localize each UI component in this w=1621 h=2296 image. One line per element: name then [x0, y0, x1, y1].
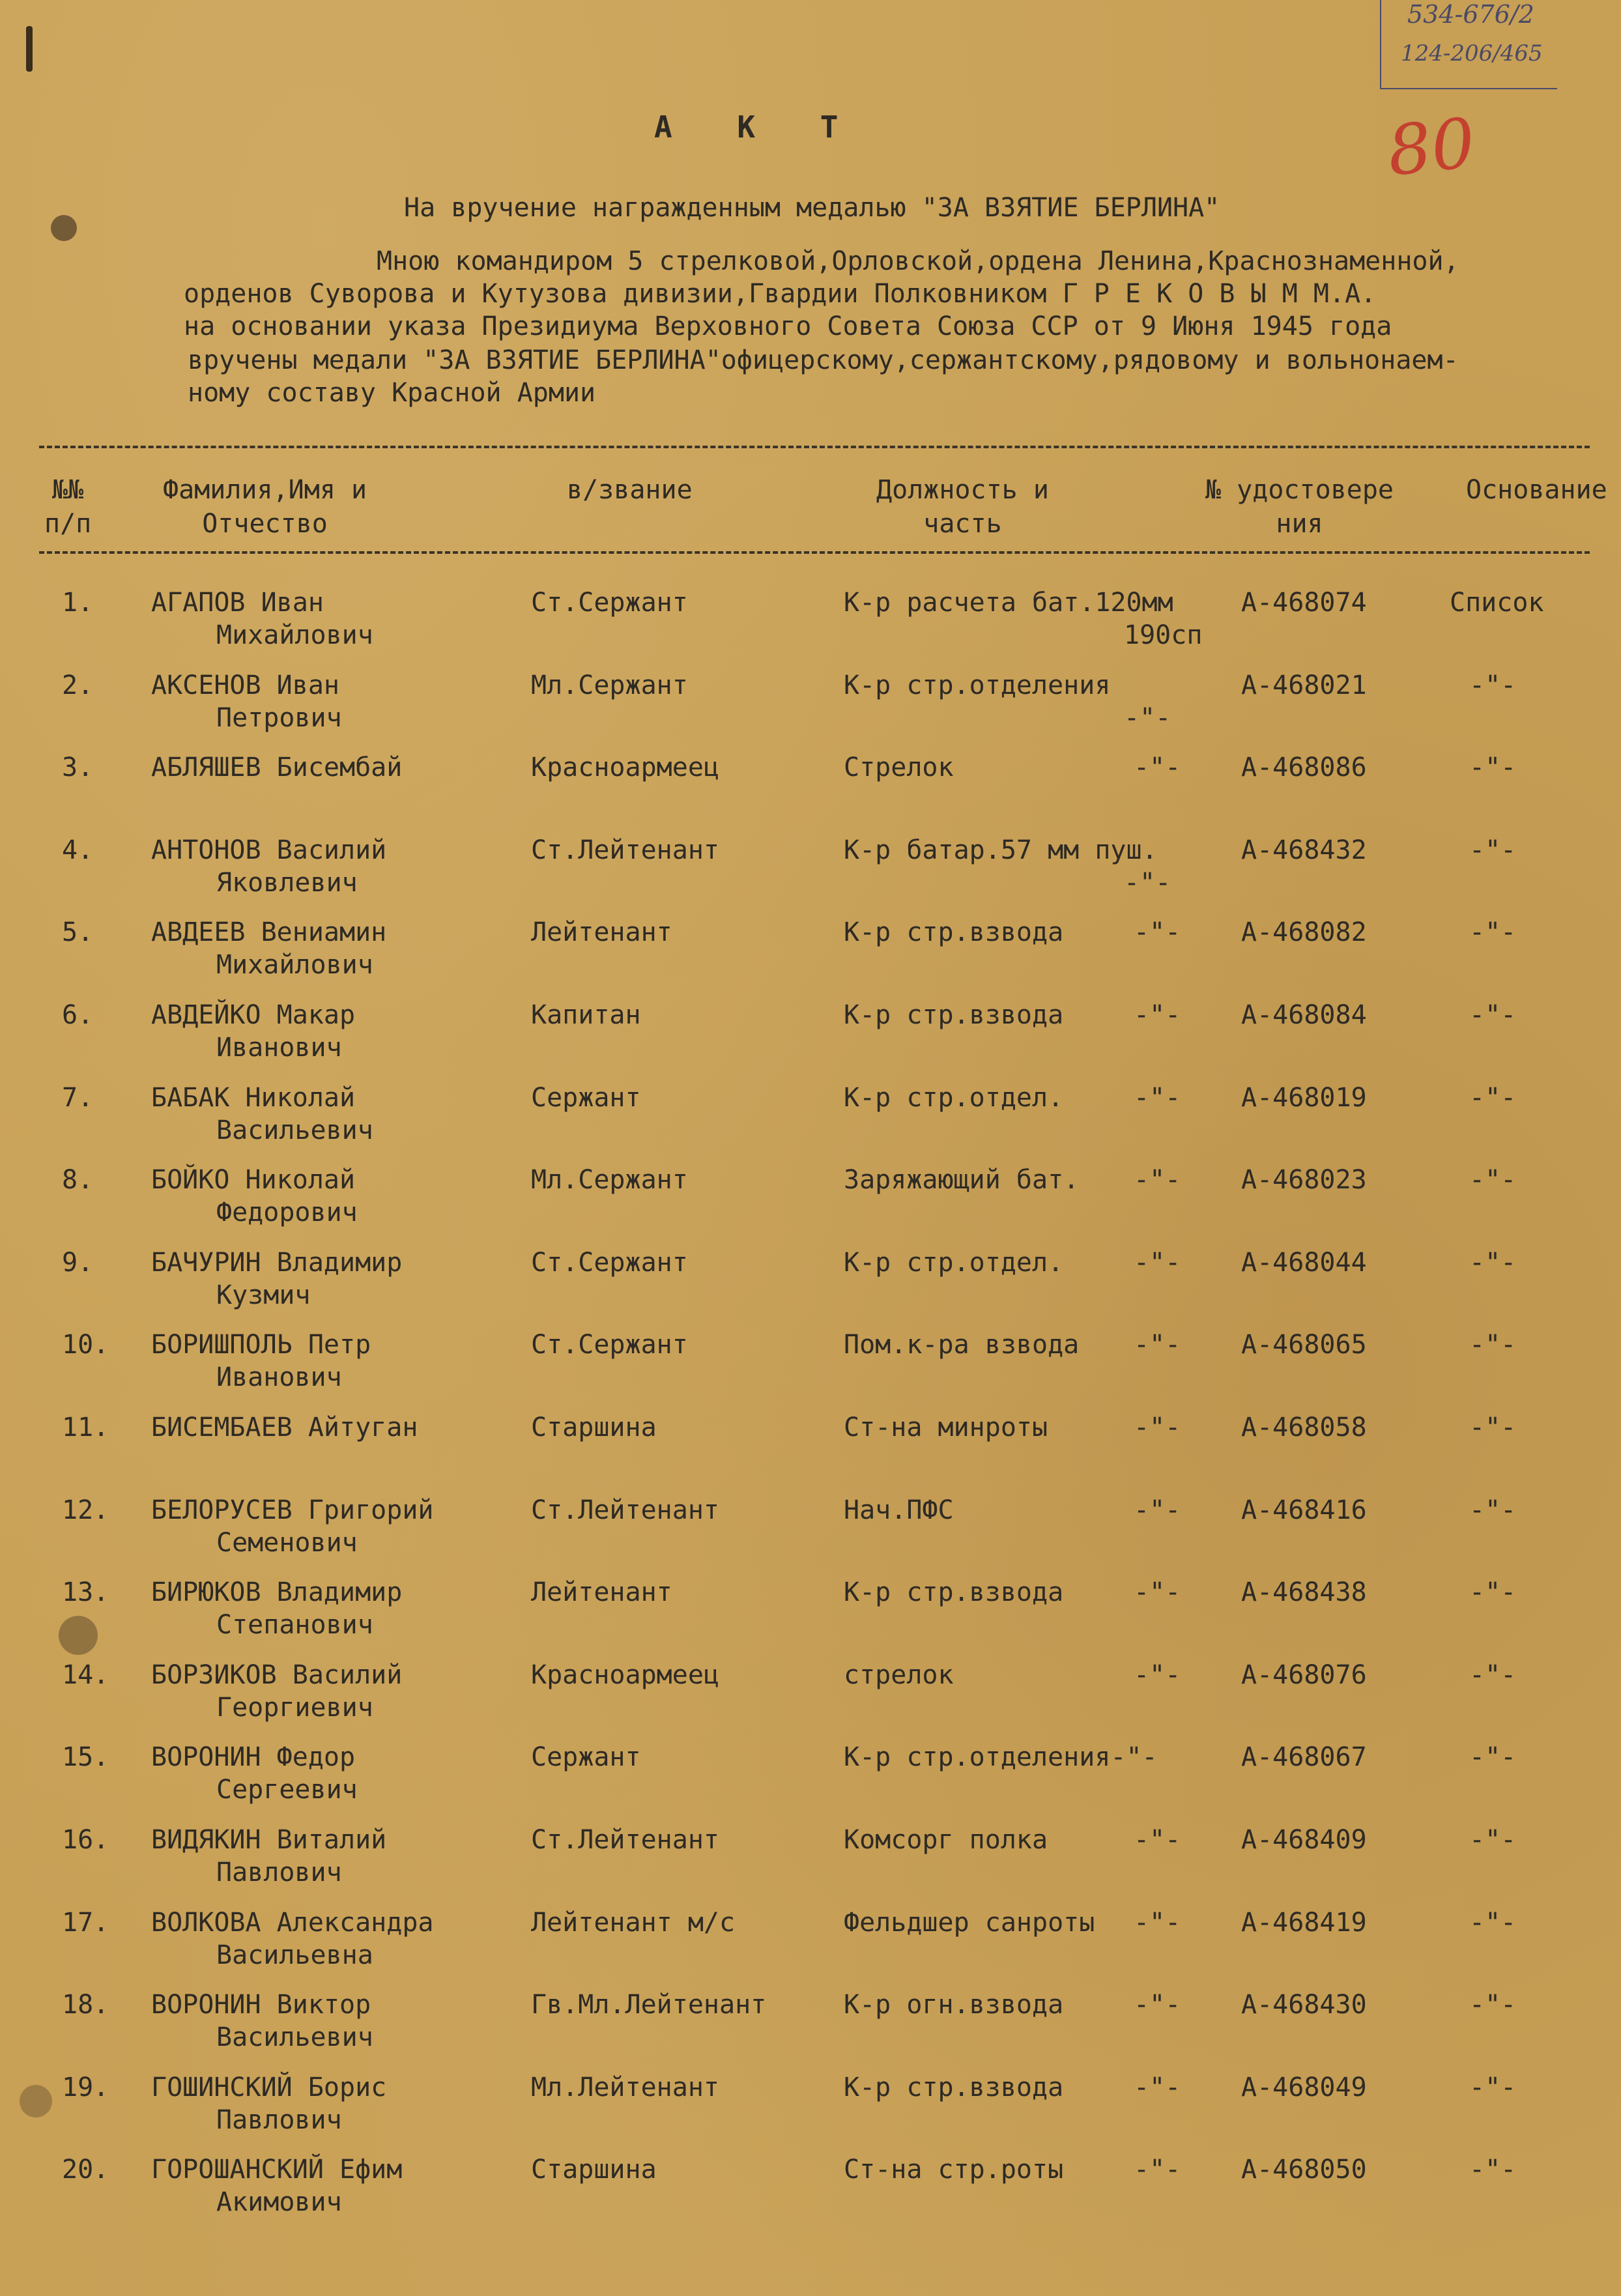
table-row [0, 1576, 1621, 1658]
row-number: 4. [62, 835, 94, 865]
military-rank: Ст.Лейтенант [531, 1825, 719, 1855]
archive-ref-1: 534-676/2 [1407, 0, 1534, 29]
ditto-mark: -"- [1134, 1659, 1181, 1690]
certificate-number: А-468058 [1241, 1413, 1367, 1442]
patronymic: Васильевна [216, 1940, 373, 1970]
surname-first-name: БИСЕМБАЕВ Айтуган [151, 1413, 418, 1442]
military-rank: Сержант [531, 1082, 641, 1113]
certificate-number: А-468021 [1241, 670, 1367, 700]
ditto-mark: -"- [1134, 1577, 1181, 1608]
surname-first-name: ВОРОНИН Виктор [151, 1990, 371, 2020]
position: Пом.к-ра взвода [844, 1330, 1080, 1360]
row-number: 20. [62, 2155, 109, 2185]
row-number: 19. [62, 2072, 109, 2102]
paper-stain [51, 215, 77, 241]
patronymic: Георгиевич [216, 1692, 373, 1723]
position: Нач.ПФС [844, 1495, 954, 1525]
patronymic: Михайлович [216, 950, 373, 981]
certificate-number: А-468416 [1241, 1495, 1367, 1525]
certificate-number: А-468409 [1241, 1825, 1367, 1855]
military-rank: Лейтенант [531, 917, 672, 948]
surname-first-name: АГАПОВ Иван [151, 588, 324, 618]
military-rank: Старшина [531, 2155, 657, 2185]
patronymic: Павлович [216, 2104, 342, 2135]
basis: -"- [1469, 1330, 1517, 1360]
intro-line: орденов Суворова и Кутузова дивизии,Гвардии Полковником Г Р Е К О В Ы М М.А. [184, 279, 1377, 309]
table-row [0, 1988, 1621, 2071]
military-rank: Ст.Сержант [531, 1330, 688, 1360]
row-number: 5. [62, 917, 94, 948]
position: К-р стр.взвода [844, 917, 1064, 948]
patronymic: Акимович [216, 2187, 342, 2218]
table-row [0, 1494, 1621, 1576]
table-row [0, 2153, 1621, 2235]
position: К-р стр.взвода [844, 1577, 1064, 1608]
military-rank: Старшина [531, 1413, 657, 1442]
table-row [0, 1659, 1621, 1741]
certificate-number: А-468074 [1241, 588, 1367, 618]
table-row [0, 1906, 1621, 1988]
table-row [0, 1411, 1621, 1493]
patronymic: Павлович [216, 1858, 342, 1887]
table-row [0, 2071, 1621, 2153]
military-rank: Мл.Лейтенант [531, 2072, 719, 2102]
table-row [0, 1741, 1621, 1823]
certificate-number: А-468049 [1241, 2072, 1367, 2102]
table-row [0, 669, 1621, 751]
position: К-р огн.взвода [844, 1990, 1064, 2020]
row-number: 9. [62, 1247, 94, 1278]
position: К-р стр.отделения-"- [844, 1742, 1158, 1773]
table-row [0, 1246, 1621, 1328]
intro-line: на основании указа Президиума Верховного Совета Союза ССР от 9 Июня 1945 года [184, 311, 1392, 341]
row-number: 1. [62, 588, 94, 618]
ditto-mark: -"- [1134, 1907, 1181, 1938]
row-number: 7. [62, 1082, 94, 1113]
row-number: 17. [62, 1907, 109, 1938]
certificate-number: А-468023 [1241, 1165, 1367, 1196]
surname-first-name: БОЙКО Николай [151, 1165, 356, 1196]
surname-first-name: ГОРОШАНСКИЙ Ефим [151, 2155, 403, 2185]
basis: -"- [1469, 1990, 1517, 2020]
certificate-number: А-468432 [1241, 835, 1367, 865]
table-row [0, 1164, 1621, 1246]
patronymic: Иванович [216, 1362, 342, 1393]
military-rank: Ст.Лейтенант [531, 835, 719, 865]
row-number: 10. [62, 1330, 109, 1360]
ditto-mark: -"- [1134, 1495, 1181, 1525]
position: Ст-на стр.роты [844, 2155, 1064, 2185]
patronymic: Васильевич [216, 1115, 373, 1145]
basis: -"- [1469, 1165, 1517, 1196]
military-rank: Лейтенант м/с [531, 1907, 736, 1938]
certificate-number: А-468082 [1241, 917, 1367, 948]
header-certificate: № удостовере ния [1205, 475, 1394, 539]
table-row [0, 1082, 1621, 1164]
basis: -"- [1469, 1247, 1517, 1278]
table-row [0, 834, 1621, 916]
surname-first-name: БОРИШПОЛЬ Петр [151, 1330, 371, 1360]
row-number: 14. [62, 1659, 109, 1690]
surname-first-name: ГОШИНСКИЙ Борис [151, 2072, 387, 2102]
surname-first-name: БИРЮКОВ Владимир [151, 1577, 403, 1608]
military-rank: Ст.Сержант [531, 1247, 688, 1278]
patronymic: Петрович [216, 702, 342, 733]
surname-first-name: АВДЕЙКО Макар [151, 1000, 356, 1030]
surname-first-name: БАЧУРИН Владимир [151, 1247, 403, 1278]
header-basis: Основание [1466, 475, 1607, 505]
certificate-number: А-468067 [1241, 1742, 1367, 1773]
ditto-mark: -"- [1134, 1247, 1181, 1278]
patronymic: Кузмич [216, 1280, 311, 1310]
surname-first-name: БЕЛОРУСЕВ Григорий [151, 1495, 434, 1525]
header-rank: в/звание [567, 475, 693, 505]
surname-first-name: ВОЛКОВА Александра [151, 1907, 434, 1938]
position-continued: -"- [1124, 867, 1171, 898]
table-row [0, 586, 1621, 668]
ditto-mark: -"- [1134, 917, 1181, 948]
surname-first-name: ВИДЯКИН Виталий [151, 1825, 387, 1855]
position: К-р стр.отдел. [844, 1247, 1064, 1278]
certificate-number: А-468419 [1241, 1907, 1367, 1938]
surname-first-name: АКСЕНОВ Иван [151, 670, 339, 700]
position: К-р стр.отделения [844, 670, 1111, 700]
military-rank: Капитан [531, 1000, 641, 1030]
ditto-mark: -"- [1134, 1990, 1181, 2020]
patronymic: Михайлович [216, 620, 373, 650]
intro-line: ному составу Красной Армии [188, 378, 596, 408]
ditto-mark: -"- [1134, 1082, 1181, 1113]
basis: -"- [1469, 1082, 1517, 1113]
patronymic: Яковлевич [216, 867, 358, 898]
archive-ref-2: 124-206/465 [1401, 40, 1543, 66]
ditto-mark: -"- [1134, 1330, 1181, 1360]
position: К-р стр.взвода [844, 1000, 1064, 1030]
surname-first-name: ВОРОНИН Федор [151, 1742, 356, 1773]
military-rank: Ст.Сержант [531, 588, 688, 618]
position: Фельдшер санроты [844, 1907, 1095, 1938]
basis: -"- [1469, 2155, 1517, 2185]
intro-line: вручены медали "ЗА ВЗЯТИЕ БЕРЛИНА"офицерскому,сержантскому,рядовому и вольнонаем- [188, 345, 1459, 375]
basis: -"- [1469, 1000, 1517, 1030]
ditto-mark: -"- [1134, 2155, 1181, 2185]
table-row [0, 751, 1621, 833]
ditto-mark: -"- [1134, 753, 1181, 783]
surname-first-name: АВДЕЕВ Вениамин [151, 917, 387, 948]
position: К-р стр.взвода [844, 2072, 1064, 2102]
header-rule-top [39, 446, 1590, 456]
military-rank: Лейтенант [531, 1577, 672, 1608]
document-title: А К Т [654, 109, 862, 145]
military-rank: Красноармеец [531, 1659, 719, 1690]
patronymic: Федорович [216, 1198, 358, 1228]
certificate-number: А-468084 [1241, 1000, 1367, 1030]
table-row [0, 1328, 1621, 1411]
basis: -"- [1469, 1907, 1517, 1938]
military-rank: Мл.Сержант [531, 1165, 688, 1196]
ditto-mark: -"- [1134, 1413, 1181, 1442]
table-row [0, 999, 1621, 1081]
basis: -"- [1469, 753, 1517, 783]
patronymic: Сергеевич [216, 1775, 358, 1805]
intro-line: Мною командиром 5 стрелковой,Орловской,ордена Ленина,Краснознаменной, [377, 246, 1459, 276]
military-rank: Ст.Лейтенант [531, 1495, 719, 1525]
surname-first-name: БОРЗИКОВ Василий [151, 1659, 403, 1690]
header-name: Фамилия,Имя и Отчество [163, 475, 367, 539]
position: Стрелок [844, 753, 954, 783]
military-rank: Красноармеец [531, 753, 719, 783]
surname-first-name: АБЛЯШЕВ Бисембай [151, 753, 403, 783]
basis: -"- [1469, 917, 1517, 948]
position: К-р стр.отдел. [844, 1082, 1064, 1113]
row-number: 6. [62, 1000, 94, 1030]
position: стрелок [844, 1659, 954, 1690]
position: Комсорг полка [844, 1825, 1048, 1855]
ditto-mark: -"- [1134, 2072, 1181, 2102]
table-row [0, 916, 1621, 998]
basis: -"- [1469, 670, 1517, 700]
surname-first-name: АНТОНОВ Василий [151, 835, 387, 865]
basis: -"- [1469, 1742, 1517, 1773]
basis: -"- [1469, 1495, 1517, 1525]
certificate-number: А-468050 [1241, 2155, 1367, 2185]
certificate-number: А-468019 [1241, 1082, 1367, 1113]
row-number: 18. [62, 1990, 109, 2020]
position-continued: -"- [1124, 702, 1171, 733]
surname-first-name: БАБАК Николай [151, 1082, 356, 1113]
ditto-mark: -"- [1134, 1000, 1181, 1030]
military-rank: Мл.Сержант [531, 670, 688, 700]
header-position: Должность и часть [876, 475, 1049, 539]
military-rank: Сержант [531, 1742, 641, 1773]
basis: -"- [1469, 2072, 1517, 2102]
certificate-number: А-468076 [1241, 1659, 1367, 1690]
document-subtitle: На вручение награжденным медалью "ЗА ВЗЯТИЕ БЕРЛИНА" [404, 193, 1220, 223]
certificate-number: А-468044 [1241, 1247, 1367, 1278]
military-rank: Гв.Мл.Лейтенант [531, 1990, 767, 2020]
ditto-mark: -"- [1134, 1165, 1181, 1196]
row-number: 16. [62, 1825, 109, 1855]
patronymic: Степанович [216, 1610, 373, 1641]
header-rule-bottom [39, 551, 1590, 562]
position: К-р расчета бат.120мм [844, 588, 1173, 618]
certificate-number: А-468430 [1241, 1990, 1367, 2020]
paper-stain [26, 26, 33, 72]
position-continued: 190сп [1124, 620, 1203, 650]
row-number: 8. [62, 1165, 94, 1196]
header-num: №№ п/п [44, 475, 92, 539]
row-number: 15. [62, 1742, 109, 1773]
row-number: 13. [62, 1577, 109, 1608]
certificate-number: А-468438 [1241, 1577, 1367, 1608]
position: К-р батар.57 мм пуш. [844, 835, 1158, 865]
row-number: 3. [62, 753, 94, 783]
ditto-mark: -"- [1134, 1825, 1181, 1855]
page-number: 80 [1383, 103, 1479, 192]
patronymic: Иванович [216, 1033, 342, 1063]
patronymic: Семенович [216, 1527, 358, 1558]
basis: -"- [1469, 1659, 1517, 1690]
patronymic: Васильевич [216, 2022, 373, 2053]
row-number: 11. [62, 1413, 109, 1442]
basis: -"- [1469, 1577, 1517, 1608]
certificate-number: А-468065 [1241, 1330, 1367, 1360]
row-number: 2. [62, 670, 94, 700]
position: Заряжающий бат. [844, 1165, 1080, 1196]
basis: -"- [1469, 1825, 1517, 1855]
basis: -"- [1469, 1413, 1517, 1442]
table-row [0, 1824, 1621, 1906]
row-number: 12. [62, 1495, 109, 1525]
position: Ст-на минроты [844, 1413, 1048, 1442]
certificate-number: А-468086 [1241, 753, 1367, 783]
basis: Список [1450, 588, 1544, 618]
basis: -"- [1469, 835, 1517, 865]
